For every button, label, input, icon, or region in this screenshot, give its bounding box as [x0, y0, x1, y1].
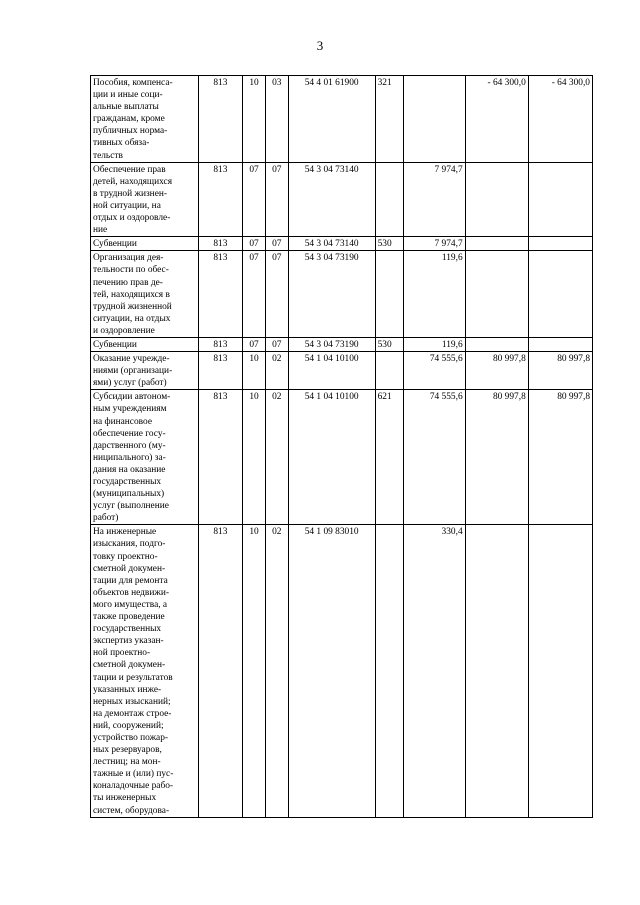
- cell-admin-code: 813: [198, 162, 243, 237]
- cell-name: [91, 251, 199, 338]
- cell-expense-type: 530: [375, 337, 403, 351]
- table-row: [91, 525, 593, 817]
- cell-target-code: 54 1 09 83010: [288, 525, 375, 817]
- cell-sum-year-3: [528, 237, 592, 251]
- cell-expense-type: [375, 251, 403, 338]
- cell-section: 10: [243, 525, 266, 817]
- cell-sum-year-1: 74 555,6: [403, 390, 465, 525]
- cell-admin-code: 813: [198, 390, 243, 525]
- cell-section: 07: [243, 237, 266, 251]
- cell-sum-year-1: 74 555,6: [403, 352, 465, 390]
- cell-target-code: 54 1 04 10100: [288, 352, 375, 390]
- cell-section: 10: [243, 390, 266, 525]
- cell-sum-year-3: 80 997,8: [528, 352, 592, 390]
- cell-name: [91, 352, 199, 390]
- cell-expense-type: 621: [375, 390, 403, 525]
- cell-sum-year-1: 119,6: [403, 251, 465, 338]
- cell-sum-year-2: - 64 300,0: [465, 76, 528, 163]
- cell-sum-year-3: 80 997,8: [528, 390, 592, 525]
- row-name-text: На инженерные изыскания, подго- товку проектно- сметной докумен- тации для ремонта объектов недвижи- мого имущества, а также проведение государственных экспертиз указан- ной проектно- сметной докумен- тации и результатов указанных инже- нерных изысканий; на демонтаж строе- ний, сооружений; устройство пожар- ных резервуаров, лестниц; на мон- тажные и (или) пус- коналадочные рабо- ты инженерных систем, оборудова-: [93, 527, 174, 816]
- cell-admin-code: 813: [198, 525, 243, 817]
- cell-target-code: 54 3 04 73190: [288, 251, 375, 338]
- cell-name: [91, 337, 199, 351]
- cell-name: [91, 525, 199, 817]
- cell-target-code: 54 4 01 61900: [288, 76, 375, 163]
- cell-expense-type: [375, 525, 403, 817]
- cell-admin-code: 813: [198, 352, 243, 390]
- cell-name: [91, 390, 199, 525]
- cell-admin-code: 813: [198, 251, 243, 338]
- cell-target-code: 54 1 04 10100: [288, 390, 375, 525]
- cell-sum-year-1: 119,6: [403, 337, 465, 351]
- table-row: [91, 162, 593, 237]
- cell-expense-type: [375, 352, 403, 390]
- cell-subsection: 02: [265, 390, 288, 525]
- row-name-text: Субвенции: [93, 239, 137, 250]
- cell-subsection: 07: [265, 251, 288, 338]
- cell-sum-year-2: 80 997,8: [465, 352, 528, 390]
- cell-name: [91, 162, 199, 237]
- cell-target-code: 54 3 04 73140: [288, 162, 375, 237]
- cell-section: 10: [243, 352, 266, 390]
- table-row: [91, 390, 593, 525]
- table-row: [91, 251, 593, 338]
- cell-section: 07: [243, 337, 266, 351]
- cell-sum-year-2: [465, 237, 528, 251]
- cell-admin-code: 813: [198, 76, 243, 163]
- cell-sum-year-2: 80 997,8: [465, 390, 528, 525]
- cell-name: [91, 237, 199, 251]
- table-row: [91, 337, 593, 351]
- cell-section: 07: [243, 162, 266, 237]
- row-name-text: Оказание учрежде- ниями (организаци- ями) услуг (работ): [93, 354, 173, 389]
- cell-sum-year-2: [465, 337, 528, 351]
- cell-sum-year-1: 7 974,7: [403, 237, 465, 251]
- cell-sum-year-2: [465, 162, 528, 237]
- cell-sum-year-1: 330,4: [403, 525, 465, 817]
- row-name-text: Организация дея- тельности по обес- печению прав де- тей, находящихся в трудной жизненной ситуации, на отдых и оздоровление: [93, 253, 172, 336]
- cell-sum-year-3: [528, 251, 592, 338]
- table-row: [91, 352, 593, 390]
- row-name-text: Пособия, компенса- ции и иные соци- альные выплаты гражданам, кроме публичных норма- тивных обяза- тельств: [93, 78, 173, 161]
- cell-sum-year-2: [465, 525, 528, 817]
- row-name-text: Обеспечение прав детей, находящихся в трудной жизнен- ной ситуации, на отдых и оздоровле- ние: [93, 164, 173, 236]
- row-name-text: Субвенции: [93, 339, 137, 350]
- page-number: 3: [316, 38, 324, 53]
- table-body: [91, 76, 593, 818]
- cell-section: 10: [243, 76, 266, 163]
- cell-section: 07: [243, 251, 266, 338]
- budget-table: [90, 75, 593, 818]
- cell-subsection: 07: [265, 337, 288, 351]
- cell-expense-type: [375, 162, 403, 237]
- cell-sum-year-2: [465, 251, 528, 338]
- table-row: [91, 237, 593, 251]
- cell-sum-year-3: [528, 525, 592, 817]
- cell-target-code: 54 3 04 73190: [288, 337, 375, 351]
- cell-subsection: 07: [265, 237, 288, 251]
- cell-sum-year-1: 7 974,7: [403, 162, 465, 237]
- cell-subsection: 02: [265, 352, 288, 390]
- cell-sum-year-3: - 64 300,0: [528, 76, 592, 163]
- cell-admin-code: 813: [198, 337, 243, 351]
- cell-sum-year-3: [528, 162, 592, 237]
- cell-target-code: 54 3 04 73140: [288, 237, 375, 251]
- row-name-text: Субсидии автоном- ным учреждениям на финансовое обеспечение госу- дарственного (му- ниципального) за- дания на оказание государственных (муниципальных) услуг (выполнение работ): [93, 392, 171, 524]
- cell-admin-code: 813: [198, 237, 243, 251]
- cell-expense-type: 530: [375, 237, 403, 251]
- table-row: [91, 76, 593, 163]
- cell-sum-year-1: [403, 76, 465, 163]
- cell-name: [91, 76, 199, 163]
- cell-expense-type: 321: [375, 76, 403, 163]
- cell-subsection: 07: [265, 162, 288, 237]
- cell-sum-year-3: [528, 337, 592, 351]
- cell-subsection: 03: [265, 76, 288, 163]
- cell-subsection: 02: [265, 525, 288, 817]
